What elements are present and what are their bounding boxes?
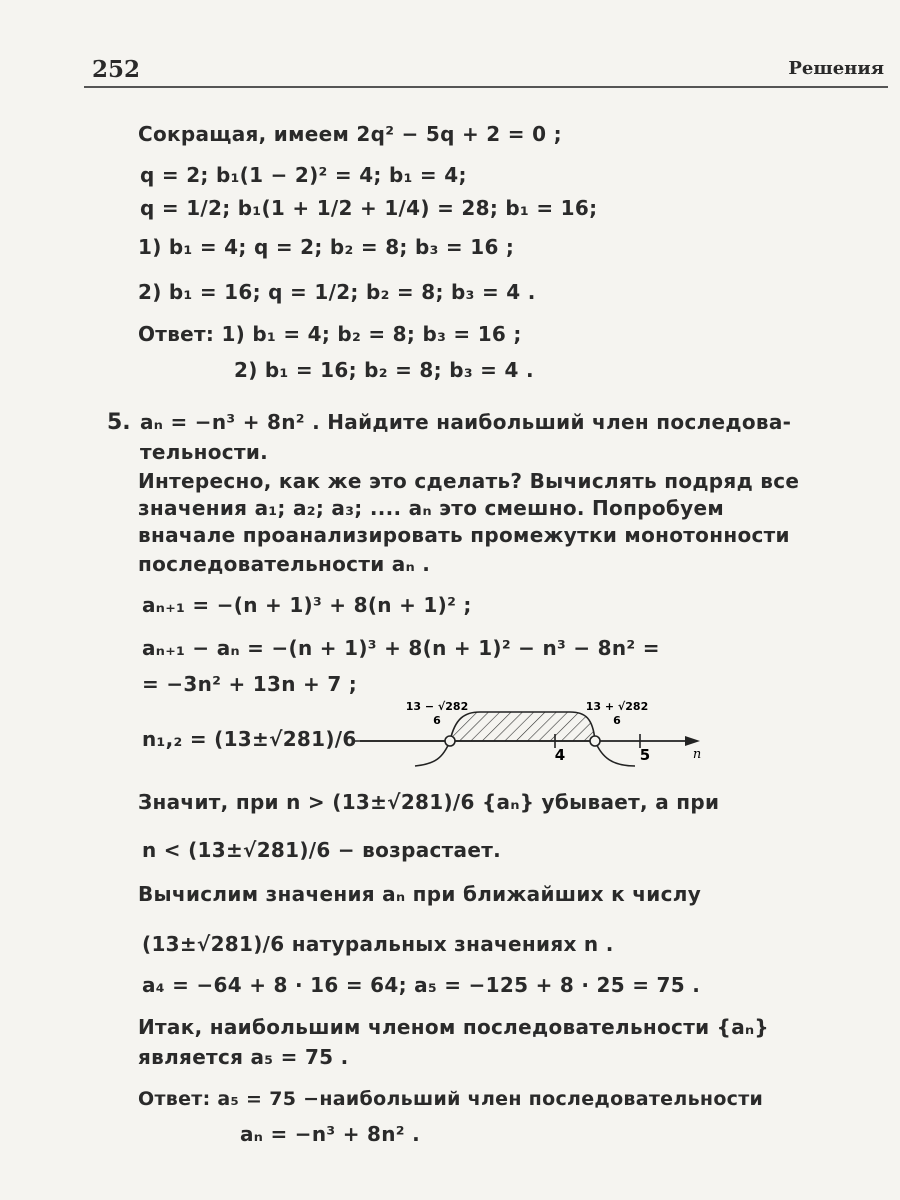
formula-line: a₄ = −64 + 8 · 16 = 64; a₅ = −125 + 8 · 25 = 75 . bbox=[142, 973, 701, 997]
root-point-left bbox=[445, 736, 455, 746]
right-root-label: 13 + √282 bbox=[585, 700, 649, 713]
answer-line: Ответ: 1) b₁ = 4; b₂ = 8; b₃ = 16 ; bbox=[138, 322, 522, 346]
text-line: Интересно, как же это сделать? Вычислять подряд все bbox=[138, 469, 800, 493]
answer-line: 2) b₁ = 16; b₂ = 8; b₃ = 4 . bbox=[234, 358, 534, 382]
text-line: q = 1/2; b₁(1 + 1/2 + 1/4) = 28; b₁ = 16; bbox=[140, 196, 598, 220]
text-line: Сокращая, имеем 2q² − 5q + 2 = 0 ; bbox=[138, 122, 562, 146]
text-line: значения a₁; a₂; a₃; .... aₙ это смешно. Попробуем bbox=[138, 496, 724, 520]
tick-label-5: 5 bbox=[639, 746, 651, 764]
text-line: (13±√281)/6 натуральных значениях n . bbox=[142, 932, 614, 956]
text-line: Вычислим значения aₙ при ближайших к числу bbox=[138, 882, 702, 906]
text-line: n < (13±√281)/6 − возрастает. bbox=[142, 838, 502, 862]
answer-line: Ответ: a₅ = 75 −наибольший член последовательности bbox=[138, 1088, 764, 1110]
hatched-region bbox=[450, 712, 595, 741]
text-line: является a₅ = 75 . bbox=[138, 1045, 349, 1069]
axis-label: n bbox=[692, 747, 702, 762]
problem-number: 5. bbox=[107, 410, 131, 435]
text-line: последовательности aₙ . bbox=[138, 552, 431, 576]
problem-statement: тельности. bbox=[140, 440, 269, 464]
text-line: 1) b₁ = 4; q = 2; b₂ = 8; b₃ = 16 ; bbox=[138, 235, 515, 259]
section-title: Решения bbox=[788, 58, 884, 79]
left-root-denominator: 6 bbox=[433, 714, 441, 727]
axis-arrow-icon bbox=[685, 736, 700, 746]
text-line: Значит, при n > (13±√281)/6 {aₙ} убывает, а при bbox=[138, 790, 720, 814]
formula-line: = −3n² + 13n + 7 ; bbox=[142, 672, 358, 696]
root-point-right bbox=[590, 736, 600, 746]
page-header bbox=[84, 56, 888, 88]
problem-statement: aₙ = −n³ + 8n² . Найдите наибольший член последова- bbox=[140, 410, 792, 434]
text-line: вначале проанализировать промежутки монотонности bbox=[138, 523, 790, 547]
left-root-label: 13 − √282 bbox=[405, 700, 469, 713]
page-number: 252 bbox=[92, 56, 141, 83]
text-line: q = 2; b₁(1 − 2)² = 4; b₁ = 4; bbox=[140, 163, 467, 187]
right-root-denominator: 6 bbox=[613, 714, 621, 727]
answer-line: aₙ = −n³ + 8n² . bbox=[240, 1122, 421, 1146]
formula-line: aₙ₊₁ = −(n + 1)³ + 8(n + 1)² ; bbox=[142, 593, 472, 617]
formula-line: aₙ₊₁ − aₙ = −(n + 1)³ + 8(n + 1)² − n³ − 8n² = bbox=[142, 636, 660, 660]
tick-label-4: 4 bbox=[554, 746, 566, 764]
formula-line: n₁,₂ = (13±√281)/6 bbox=[142, 727, 357, 751]
sign-diagram bbox=[355, 698, 700, 773]
text-line: 2) b₁ = 16; q = 1/2; b₂ = 8; b₃ = 4 . bbox=[138, 280, 536, 304]
text-line: Итак, наибольшим членом последовательности {aₙ} bbox=[138, 1015, 769, 1039]
